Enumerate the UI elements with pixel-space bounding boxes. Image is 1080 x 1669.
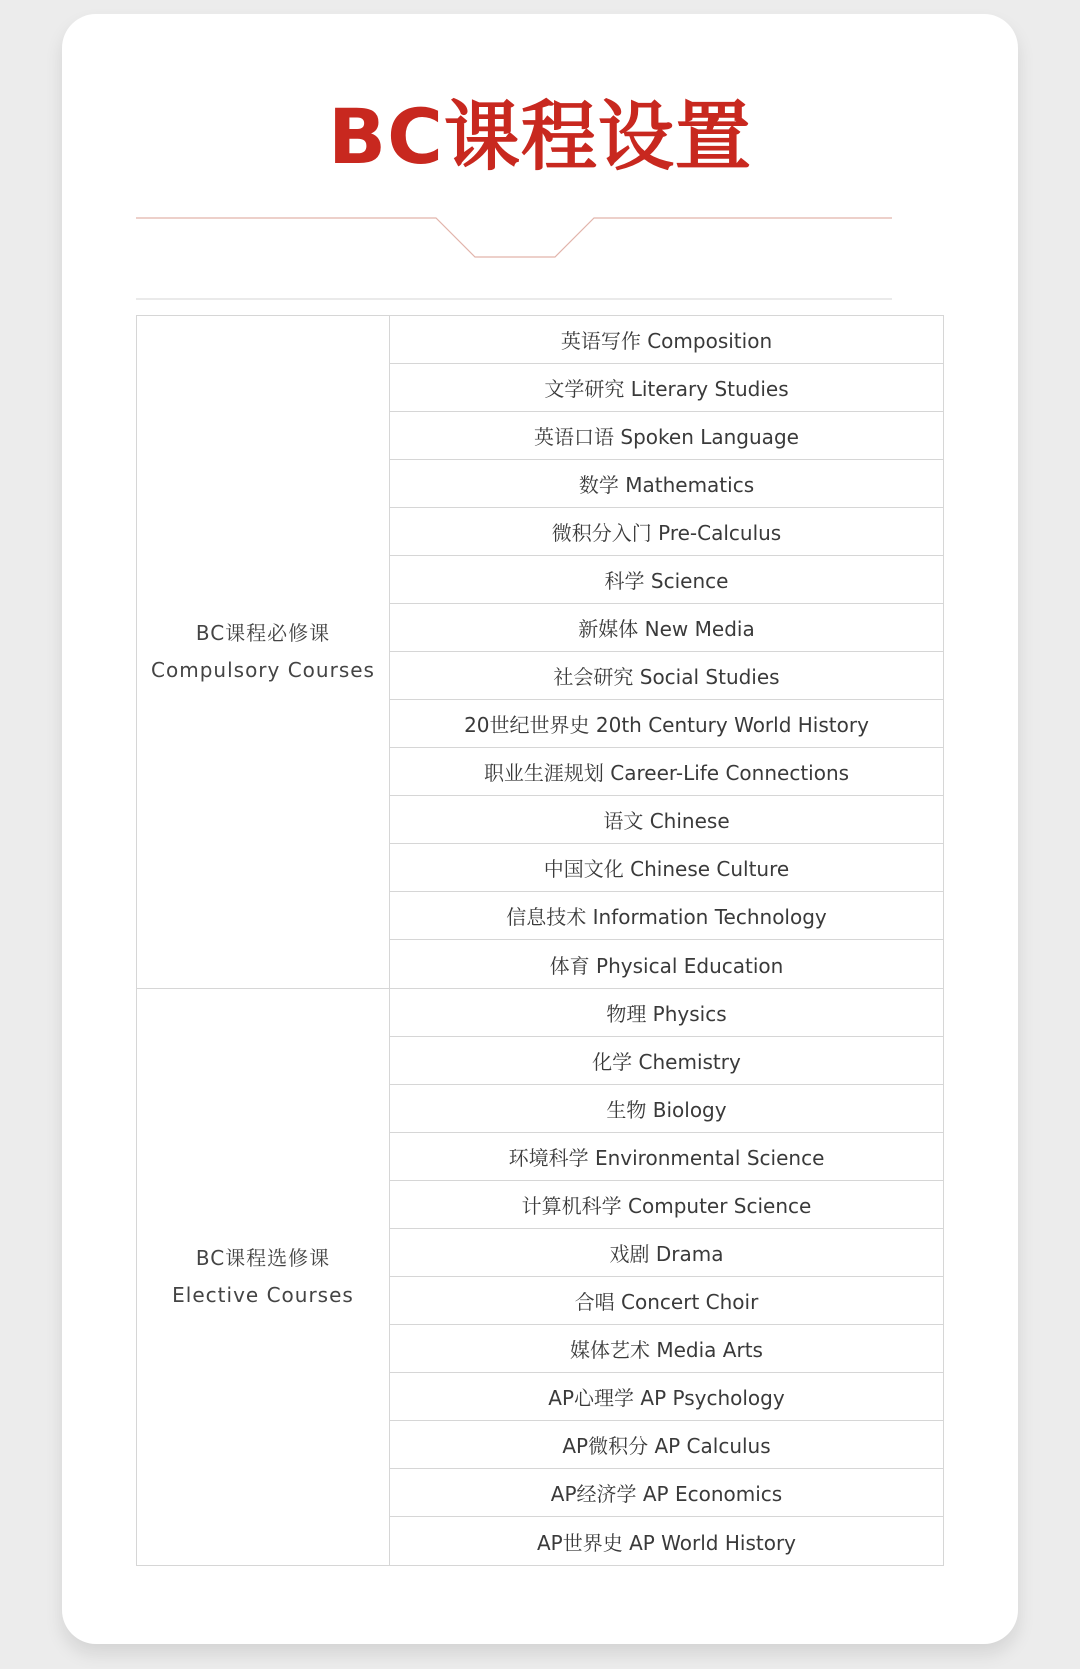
course-row: 社会研究 Social Studies: [390, 652, 943, 700]
elective-course-list: [390, 989, 944, 1565]
course-row: AP微积分 AP Calculus: [390, 1421, 943, 1469]
title-divider-ornament: [62, 14, 1018, 314]
course-row: 20世纪世界史 20th Century World History: [390, 700, 943, 748]
course-row: 化学 Chemistry: [390, 1037, 943, 1085]
elective-label-cn: BC课程选修课: [195, 1246, 331, 1270]
course-row: 科学 Science: [390, 556, 943, 604]
course-row: 英语口语 Spoken Language: [390, 412, 943, 460]
page-title: BC课程设置: [328, 92, 752, 181]
course-row: 合唱 Concert Choir: [390, 1277, 943, 1325]
elective-group-label: [136, 989, 390, 1565]
course-row: 中国文化 Chinese Culture: [390, 844, 943, 892]
course-card: [62, 14, 1018, 1644]
course-row: AP世界史 AP World History: [536, 1530, 797, 1555]
compulsory-group-label: [136, 316, 390, 988]
course-row: 数学 Mathematics: [390, 460, 943, 508]
elective-label-en: Elective Courses: [172, 1283, 354, 1307]
course-row: 新媒体 New Media: [390, 604, 943, 652]
course-row: 语文 Chinese: [390, 796, 943, 844]
course-row: 体育 Physical Education: [549, 953, 784, 978]
course-row: 环境科学 Environmental Science: [390, 1133, 943, 1181]
course-row: 媒体艺术 Media Arts: [390, 1325, 943, 1373]
compulsory-course-list: [390, 316, 944, 988]
course-row: AP经济学 AP Economics: [390, 1469, 943, 1517]
course-row: 信息技术 Information Technology: [390, 892, 943, 940]
compulsory-group: [136, 316, 944, 989]
course-row: 戏剧 Drama: [390, 1229, 943, 1277]
compulsory-label-cn: BC课程必修课: [195, 621, 331, 645]
course-row: 文学研究 Literary Studies: [390, 364, 943, 412]
course-row: 物理 Physics: [390, 989, 943, 1037]
course-row: 微积分入门 Pre-Calculus: [390, 508, 943, 556]
elective-group: [136, 989, 944, 1566]
course-row: 职业生涯规划 Career-Life Connections: [390, 748, 943, 796]
course-row: 生物 Biology: [390, 1085, 943, 1133]
course-row: AP心理学 AP Psychology: [390, 1373, 943, 1421]
course-row: 计算机科学 Computer Science: [390, 1181, 943, 1229]
course-table: [136, 315, 944, 1566]
compulsory-label-en: Compulsory Courses: [151, 658, 375, 682]
course-row: 英语写作 Composition: [390, 316, 943, 364]
